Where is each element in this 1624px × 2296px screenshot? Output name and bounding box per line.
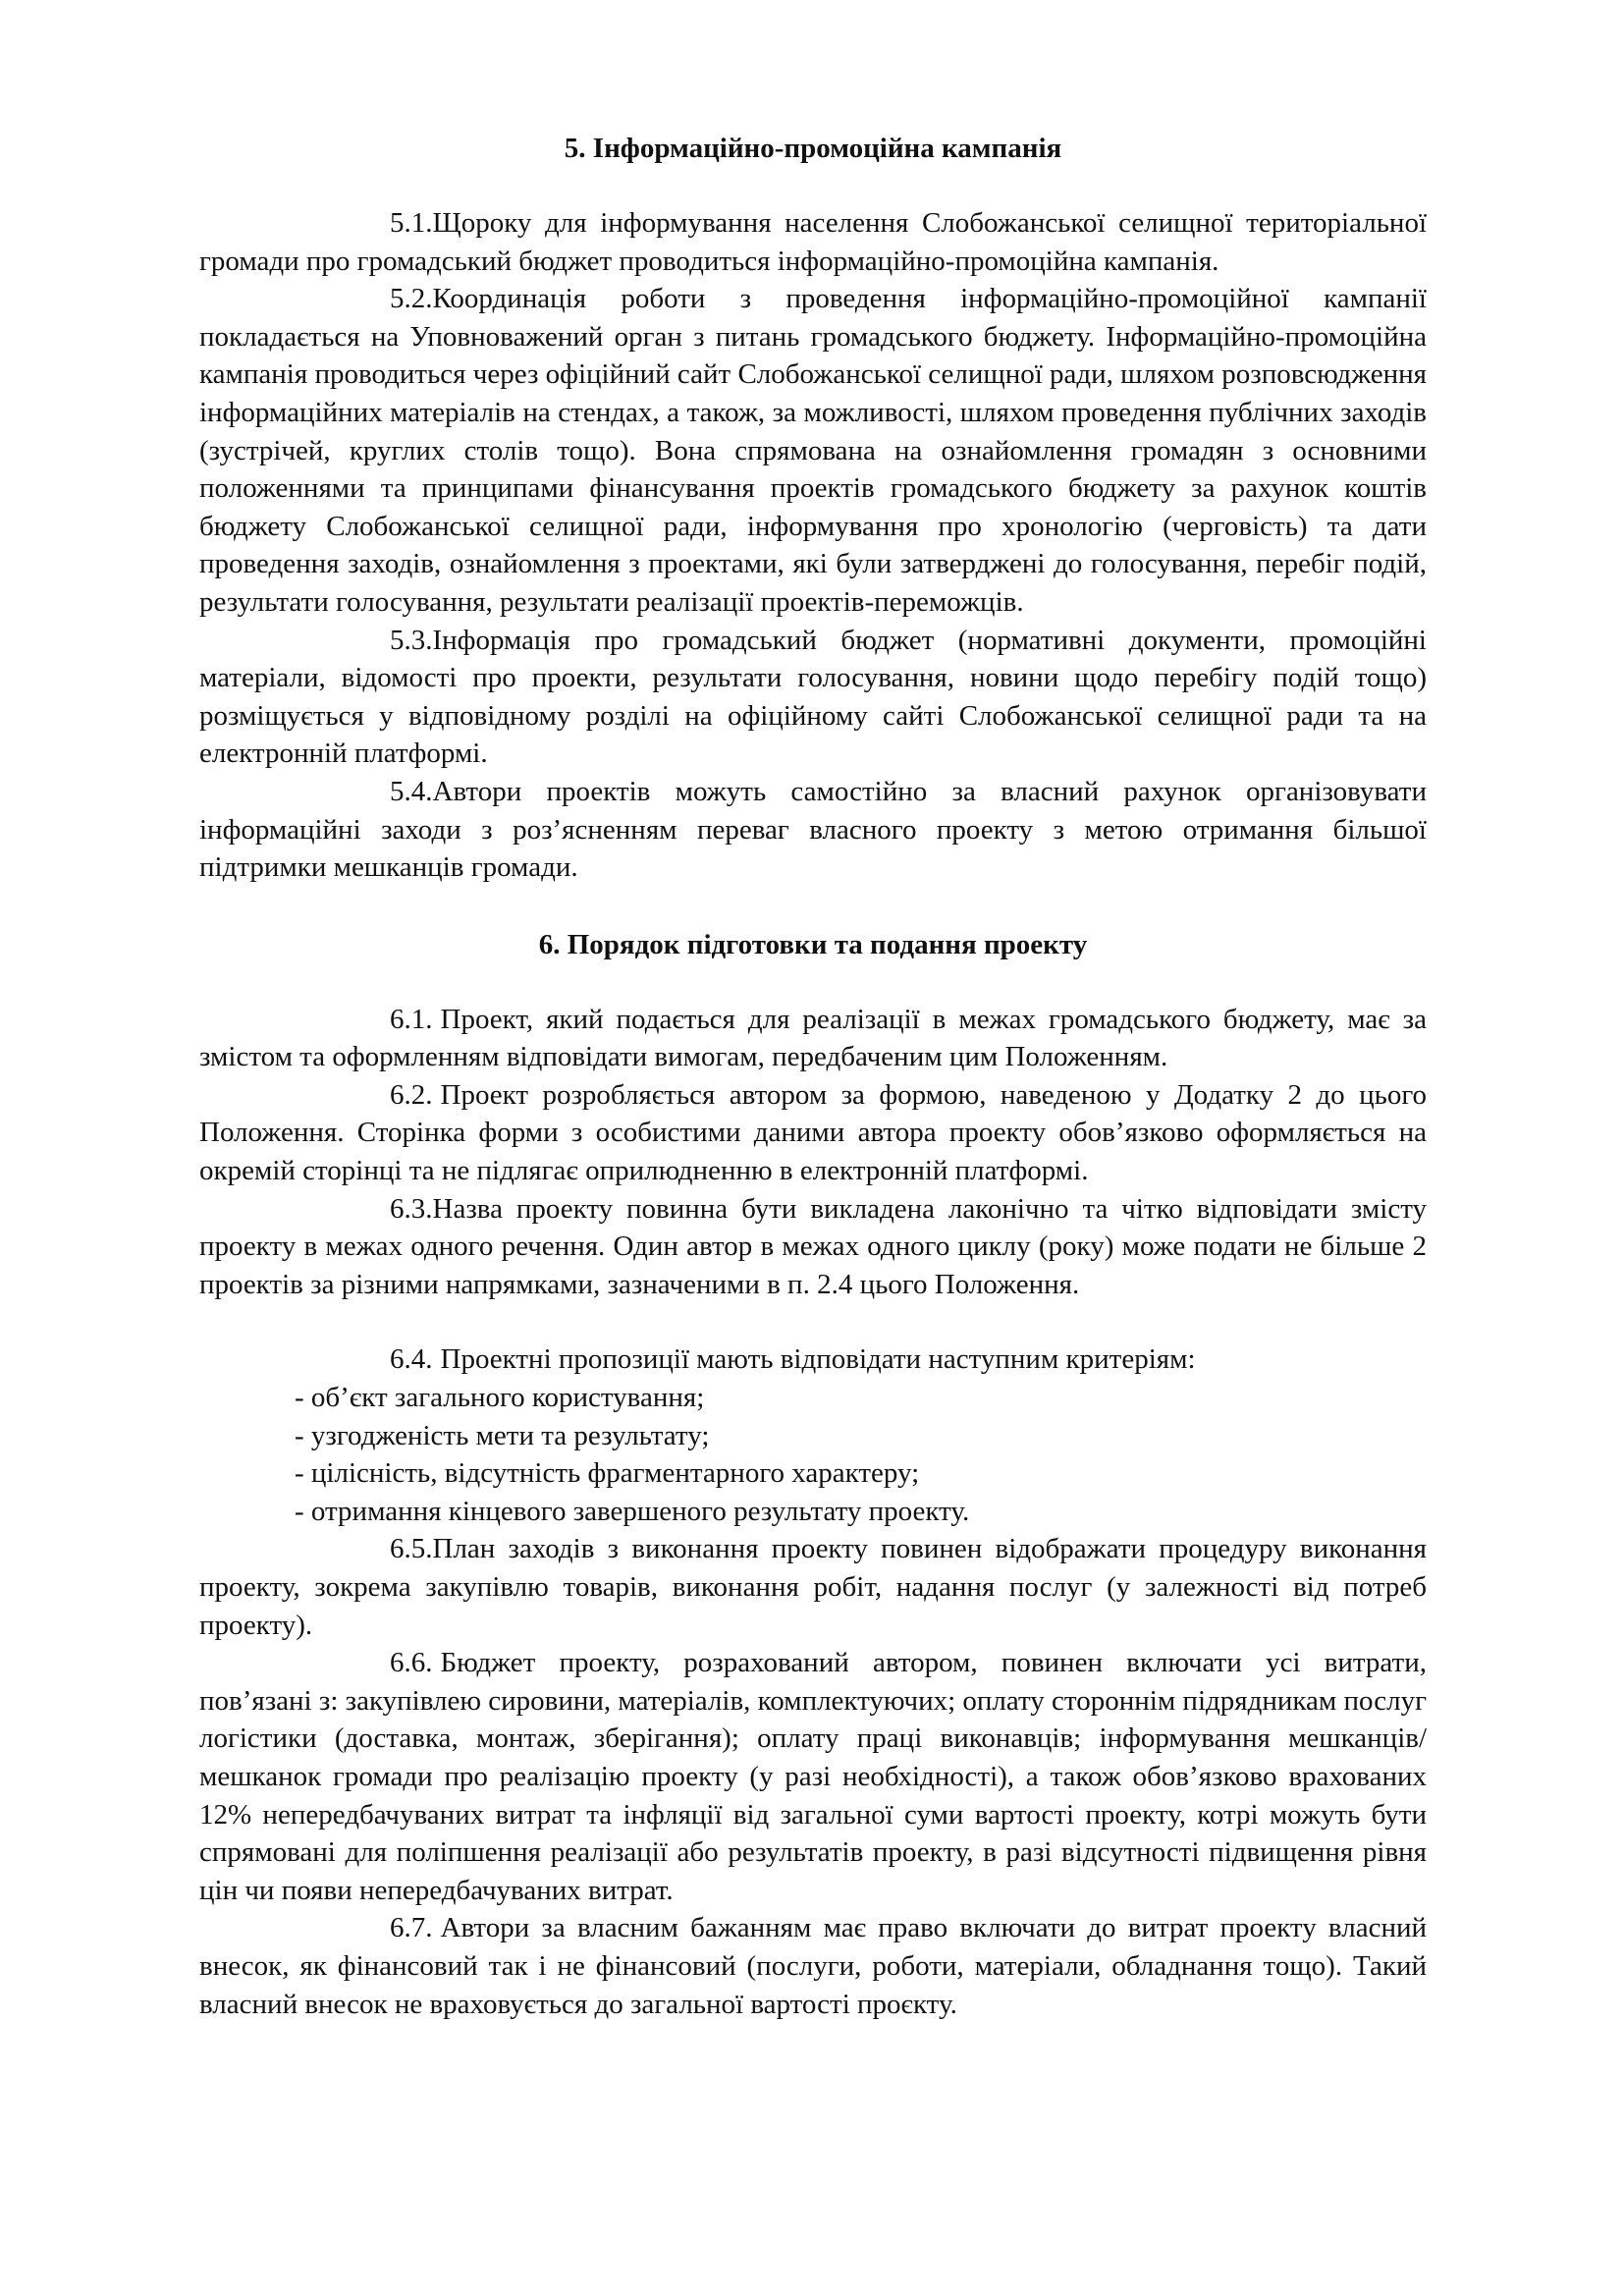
paragraph-5-4: [199, 773, 1427, 887]
paragraph-text: Автори за власним бажанням має право включати до витрат проекту власний внесок, як фінансовий так і не фінансовий (послуги, роботи, матеріали, обладнання тощо). Такий власний внесок не враховується до загальної вартості проєкту.: [199, 1912, 1427, 2020]
section-6-heading: 6. Порядок підготовки та подання проекту: [538, 928, 1088, 960]
section-5-heading: 5. Інформаційно-промоційна кампанія: [564, 133, 1062, 164]
criteria-item: - отримання кінцевого завершеного результату проекту.: [295, 1495, 970, 1527]
paragraph-text: Бюджет проекту, розрахований автором, повинен включати усі витрати, пов’язані з: закупівлею сировини, матеріалів, комплектуючих; оплату стороннім підрядникам послуг логістики (доставка, монтаж, зберігання); оплату праці виконавців; інформування мешканців/ мешканок громади про реалізацію проекту (у разі необхідності), а також обов’язково врахованих 12% непередбачуваних витрат та інфляції від загальної суми вартості проекту, котрі можуть бути спрямовані для поліпшення реалізації або результатів проекту, в разі відсутності підвищення рівня цін чи появи непередбачуваних витрат.: [199, 1647, 1427, 1906]
paragraph-6-3: [199, 1190, 1427, 1304]
paragraph-6-7: [199, 1909, 1427, 2023]
paragraph-number: 5.4.: [390, 775, 433, 807]
paragraph-number: 5.1.: [390, 207, 433, 239]
paragraph-text: Координація роботи з проведення інформаційно-промоційної кампанії покладається на Уповноважений орган з питань громадського бюджету. Інформаційно-промоційна кампанія проводиться через офіційний сайт Слобожанської селищної ради, шляхом розповсюдження інформаційних матеріалів на стендах, а також, за можливості, шляхом проведення публічних заходів (зустрічей, круглих столів тощо). Вона спрямована на ознайомлення громадян з основними положеннями та принципами фінансування проектів громадського бюджету за рахунок коштів бюджету Слобожанської селищної ради, інформування про хронологію (черговість) та дати проведення заходів, ознайомлення з проектами, які були затверджені до голосування, перебіг подій, результати голосування, результати реалізації проектів-переможців.: [199, 283, 1427, 618]
paragraph-number: 6.1.: [390, 1003, 433, 1035]
paragraph-number: 5.2.: [390, 283, 433, 315]
paragraph-6-5: [199, 1530, 1427, 1644]
paragraph-number: 6.4.: [390, 1343, 433, 1376]
paragraph-text: Проект розробляється автором за формою, наведеною у Додатку 2 до цього Положення. Сторінка форми з особистими даними автора проекту обов’язково оформляється на окремій сторінці та не підлягає оприлюдненню в електронній платформі.: [199, 1078, 1427, 1187]
paragraph-5-2: [199, 280, 1427, 621]
paragraph-text: План заходів з виконання проекту повинен відображати процедуру виконання проекту, зокрема закупівлю товарів, виконання робіт, надання послуг (у залежності від потреб проекту).: [199, 1533, 1427, 1641]
paragraph-6-2: [199, 1076, 1427, 1190]
paragraph-6-4: [199, 1340, 1427, 1379]
paragraph-text: Автори проектів можуть самостійно за власний рахунок організовувати інформаційні заходи з роз’ясненням переваг власного проекту з метою отримання більшої підтримки мешканців громади.: [199, 775, 1427, 884]
paragraph-number: 6.7.: [390, 1912, 433, 1944]
paragraph-number: 5.3.: [390, 624, 433, 656]
criteria-item: - узгодженість мети та результату;: [295, 1419, 710, 1451]
paragraph-number: 6.5.: [390, 1533, 433, 1565]
paragraph-number: 6.3.: [390, 1192, 433, 1225]
paragraph-text: Назва проекту повинна бути викладена лаконічно та чітко відповідати змісту проекту в межах одного речення. Один автор в межах одного циклу (року) може подати не більше 2 проектів за різними напрямками, зазначеними в п. 2.4 цього Положення.: [199, 1192, 1427, 1300]
paragraph-text: Проектні пропозиції мають відповідати наступним критеріям:: [440, 1343, 1196, 1376]
paragraph-6-6: [199, 1644, 1427, 1909]
paragraph-6-1: [199, 1001, 1427, 1076]
paragraph-text: Проект, який подається для реалізації в межах громадського бюджету, має за змістом та оформленням відповідати вимогам, передбаченим цим Положенням.: [199, 1003, 1427, 1073]
paragraph-5-3: [199, 622, 1427, 773]
paragraph-text: Щороку для інформування населення Слобожанської селищної територіальної громади про громадський бюджет проводиться інформаційно-промоційна кампанія.: [199, 207, 1427, 277]
paragraph-number: 6.6.: [390, 1647, 433, 1679]
paragraph-number: 6.2.: [390, 1078, 433, 1111]
criteria-item: - об’єкт загального користування;: [295, 1382, 705, 1414]
paragraph-text: Інформація про громадський бюджет (нормативні документи, промоційні матеріали, відомості про проекти, результати голосування, новини щодо перебігу подій тощо) розміщується у відповідному розділі на офіційному сайті Слобожанської селищної ради та на електронній платформі.: [199, 624, 1427, 770]
document-page: [199, 130, 1427, 2023]
criteria-item: - цілісність, відсутність фрагментарного характеру;: [295, 1457, 920, 1490]
paragraph-5-1: [199, 204, 1427, 280]
